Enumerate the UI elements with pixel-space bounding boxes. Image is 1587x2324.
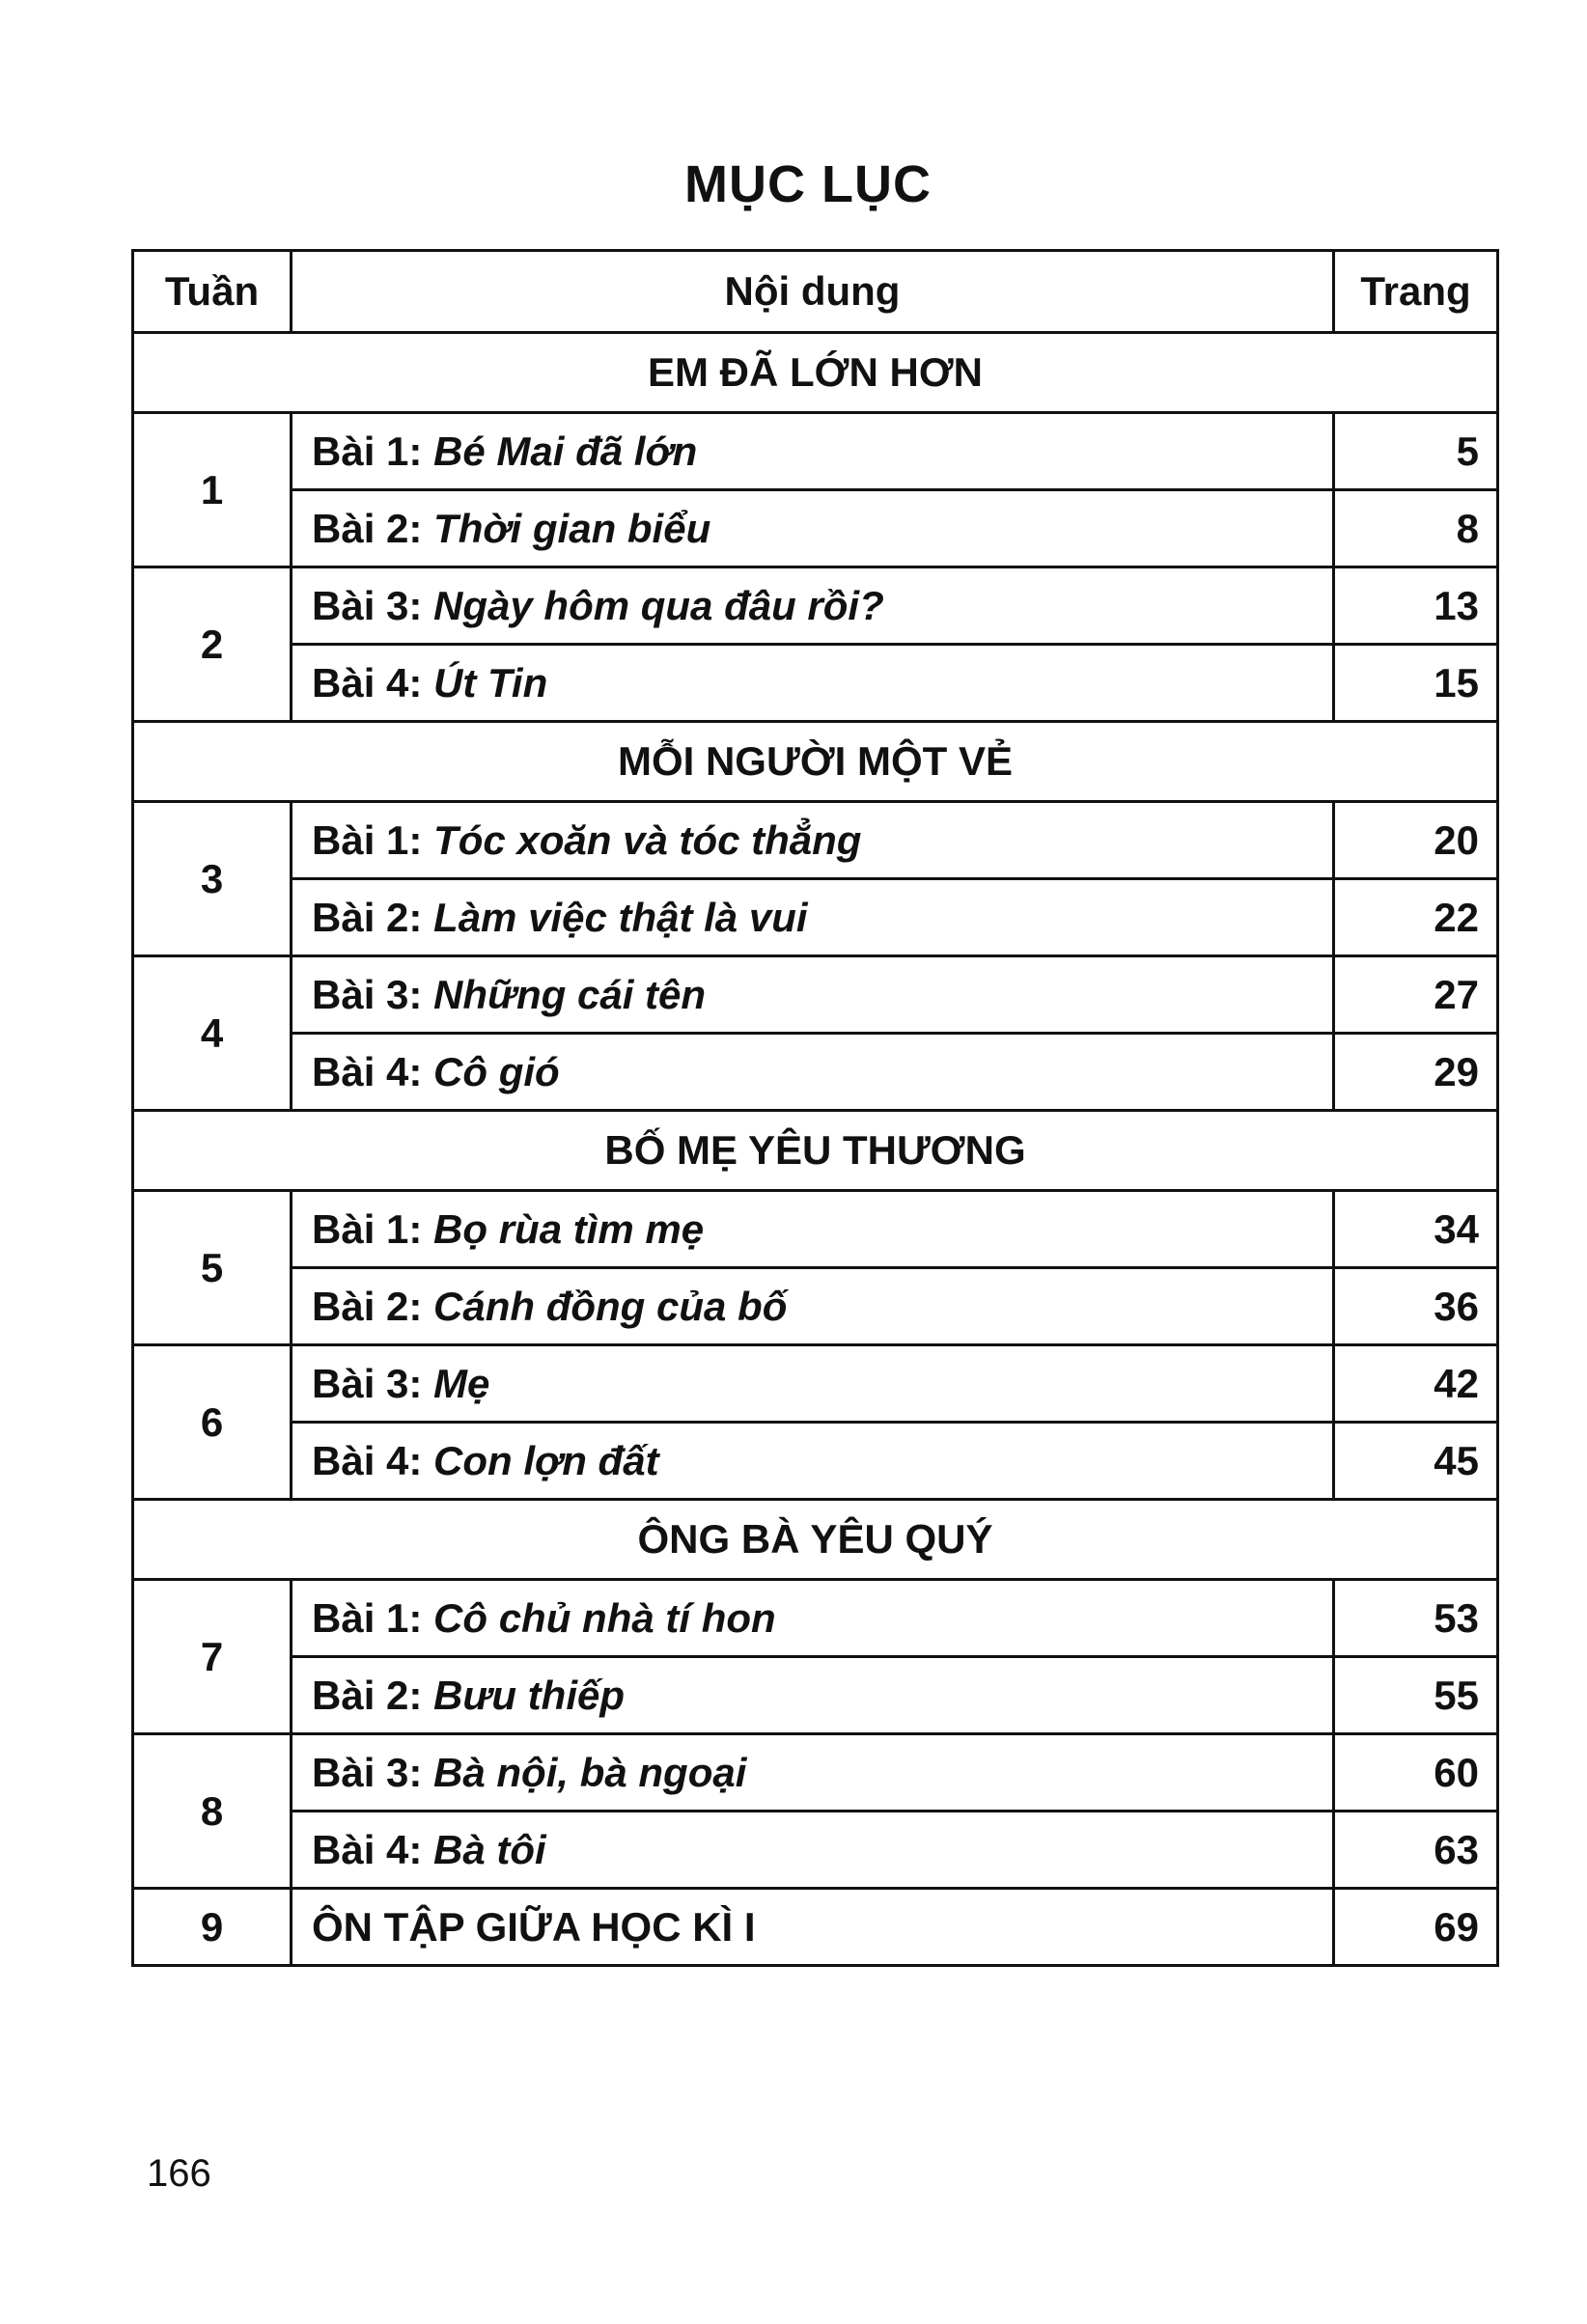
lesson-title: Ngày hôm qua đâu rồi? [433, 582, 884, 628]
lesson-title: Bà tôi [433, 1826, 546, 1872]
table-row [133, 1345, 1498, 1423]
header-page: Trang [1334, 251, 1498, 333]
lesson-label: Bài 4: [312, 1048, 423, 1094]
lesson-page: 29 [1334, 1034, 1498, 1111]
lesson-entry [292, 1734, 1334, 1812]
table-row [133, 1734, 1498, 1812]
table-row [133, 1812, 1498, 1889]
lesson-entry [292, 956, 1334, 1034]
lesson-page: 36 [1334, 1268, 1498, 1345]
lesson-page: 53 [1334, 1580, 1498, 1657]
lesson-title: Bé Mai đã lớn [433, 428, 698, 474]
lesson-entry [292, 802, 1334, 879]
lesson-entry [292, 1268, 1334, 1345]
lesson-entry [292, 1034, 1334, 1111]
week-number: 3 [133, 802, 292, 956]
lesson-entry [292, 1191, 1334, 1268]
lesson-entry [292, 879, 1334, 956]
lesson-label: Bài 4: [312, 1437, 423, 1483]
lesson-label: Bài 3: [312, 582, 423, 628]
week-number: 5 [133, 1191, 292, 1345]
page-number: 166 [147, 2152, 211, 2195]
lesson-title: Út Tin [433, 659, 548, 706]
lesson-label: Bài 4: [312, 659, 423, 706]
lesson-page: 20 [1334, 802, 1498, 879]
lesson-title: Mẹ [433, 1360, 490, 1406]
section-row [133, 722, 1498, 802]
review-title: ÔN TẬP GIỮA HỌC KÌ I [292, 1889, 1334, 1966]
lesson-label: Bài 2: [312, 1672, 423, 1718]
section-title: MỖI NGƯỜI MỘT VẺ [133, 722, 1498, 802]
lesson-label: Bài 1: [312, 428, 423, 474]
lesson-label: Bài 3: [312, 1360, 423, 1406]
section-row [133, 333, 1498, 413]
lesson-title: Con lợn đất [433, 1437, 659, 1483]
page-title: MỤC LỤC [684, 155, 932, 213]
week-number: 1 [133, 413, 292, 567]
lesson-page: 15 [1334, 645, 1498, 722]
table-row [133, 645, 1498, 722]
lesson-label: Bài 4: [312, 1826, 423, 1872]
lesson-label: Bài 1: [312, 1594, 423, 1641]
table-row [133, 567, 1498, 645]
table-row [133, 490, 1498, 567]
lesson-title: Tóc xoăn và tóc thẳng [433, 816, 862, 863]
table-row [133, 1423, 1498, 1500]
lesson-title: Cô gió [433, 1048, 560, 1094]
header-week: Tuần [133, 251, 292, 333]
lesson-page: 55 [1334, 1657, 1498, 1734]
section-title: ÔNG BÀ YÊU QUÝ [133, 1500, 1498, 1580]
lesson-label: Bài 2: [312, 894, 423, 940]
table-row [133, 1034, 1498, 1111]
lesson-page: 8 [1334, 490, 1498, 567]
lesson-title: Bà nội, bà ngoại [433, 1749, 747, 1795]
lesson-page: 27 [1334, 956, 1498, 1034]
lesson-title: Những cái tên [433, 971, 707, 1017]
lesson-title: Bọ rùa tìm mẹ [433, 1205, 705, 1252]
lesson-title: Cánh đồng của bố [433, 1283, 788, 1329]
review-page: 69 [1334, 1889, 1498, 1966]
lesson-label: Bài 2: [312, 505, 423, 551]
table-row [133, 956, 1498, 1034]
lesson-label: Bài 2: [312, 1283, 423, 1329]
table-header-row [133, 251, 1498, 333]
lesson-page: 22 [1334, 879, 1498, 956]
table-row [133, 879, 1498, 956]
lesson-page: 45 [1334, 1423, 1498, 1500]
header-content: Nội dung [292, 251, 1334, 333]
week-number: 6 [133, 1345, 292, 1500]
lesson-title: Bưu thiếp [433, 1672, 626, 1718]
section-row [133, 1500, 1498, 1580]
table-row [133, 1580, 1498, 1657]
table-row [133, 1657, 1498, 1734]
week-number: 4 [133, 956, 292, 1111]
lesson-title: Làm việc thật là vui [433, 894, 808, 940]
review-row [133, 1889, 1498, 1966]
lesson-label: Bài 3: [312, 1749, 423, 1795]
lesson-entry [292, 1423, 1334, 1500]
lesson-entry [292, 1345, 1334, 1423]
lesson-entry [292, 1657, 1334, 1734]
lesson-entry [292, 567, 1334, 645]
lesson-entry [292, 1812, 1334, 1889]
table-row [133, 1268, 1498, 1345]
lesson-title: Thời gian biểu [433, 505, 711, 551]
table-row [133, 802, 1498, 879]
section-title: BỐ MẸ YÊU THƯƠNG [133, 1111, 1498, 1191]
lesson-label: Bài 1: [312, 1205, 423, 1252]
lesson-label: Bài 1: [312, 816, 423, 863]
lesson-page: 60 [1334, 1734, 1498, 1812]
week-number: 7 [133, 1580, 292, 1734]
lesson-entry [292, 645, 1334, 722]
table-row [133, 1191, 1498, 1268]
week-number: 9 [133, 1889, 292, 1966]
table-row [133, 413, 1498, 490]
lesson-entry [292, 490, 1334, 567]
lesson-page: 13 [1334, 567, 1498, 645]
lesson-page: 63 [1334, 1812, 1498, 1889]
lesson-page: 42 [1334, 1345, 1498, 1423]
section-row [133, 1111, 1498, 1191]
table-of-contents [131, 249, 1499, 1967]
week-number: 8 [133, 1734, 292, 1889]
lesson-page: 34 [1334, 1191, 1498, 1268]
section-title: EM ĐÃ LỚN HƠN [133, 333, 1498, 413]
lesson-title: Cô chủ nhà tí hon [433, 1594, 776, 1641]
lesson-label: Bài 3: [312, 971, 423, 1017]
week-number: 2 [133, 567, 292, 722]
lesson-entry [292, 413, 1334, 490]
lesson-page: 5 [1334, 413, 1498, 490]
lesson-entry [292, 1580, 1334, 1657]
